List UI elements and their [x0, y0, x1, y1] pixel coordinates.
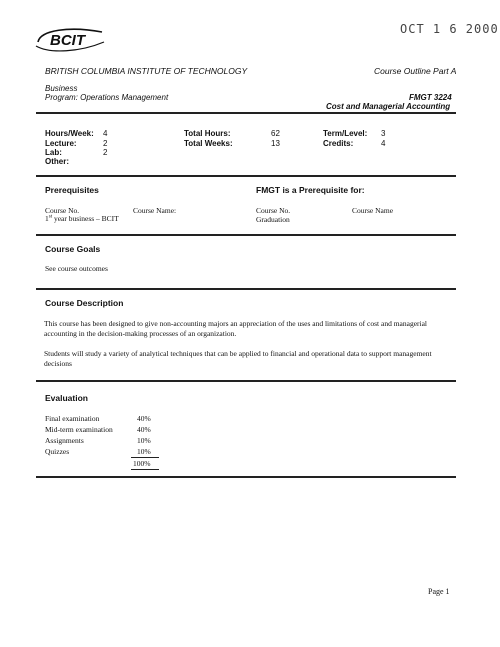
outline-part: Course Outline Part A — [374, 66, 457, 76]
evaluation-item-name: Assignments — [45, 436, 84, 445]
header-divider — [36, 112, 456, 114]
prereq-for-course-value: Graduation — [256, 215, 290, 224]
total-weeks-label: Total Weeks: — [184, 139, 233, 148]
prereq-course-value: 1st year business – BCIT — [45, 214, 119, 223]
course-code: FMGT 3224 — [409, 93, 452, 102]
term-level-label: Term/Level: — [323, 129, 368, 138]
course-title: Cost and Managerial Accounting — [326, 102, 451, 111]
lecture-label: Lecture: — [45, 139, 77, 148]
total-weeks-value: 13 — [271, 139, 280, 148]
goals-divider — [36, 288, 456, 290]
description-divider — [36, 380, 456, 382]
total-underline — [131, 457, 159, 458]
institution-name: BRITISH COLUMBIA INSTITUTE OF TECHNOLOGY — [45, 66, 248, 76]
prereq-course-name-header: Course Name: — [133, 206, 177, 215]
prereq-divider — [36, 234, 456, 236]
evaluation-divider — [36, 476, 456, 478]
lecture-value: 2 — [103, 139, 108, 148]
other-label: Other: — [45, 157, 69, 166]
prerequisites-title: Prerequisites — [45, 185, 99, 195]
description-paragraph: Students will study a variety of analytical techniques that can be applied to financial and operational data to support management decisions — [44, 349, 432, 368]
evaluation-item-percent: 40% — [137, 414, 151, 423]
hours-week-label: Hours/Week: — [45, 129, 94, 138]
course-goals-text: See course outcomes — [45, 264, 108, 273]
lab-value: 2 — [103, 148, 108, 157]
evaluation-title: Evaluation — [45, 393, 88, 403]
evaluation-item-percent: 10% — [137, 436, 151, 445]
credits-label: Credits: — [323, 139, 354, 148]
course-description-title: Course Description — [45, 298, 124, 308]
lab-label: Lab: — [45, 148, 62, 157]
prereq-course-no-header: Course No. — [45, 206, 80, 215]
evaluation-total: 100% — [133, 459, 151, 468]
evaluation-item-name: Final examination — [45, 414, 100, 423]
evaluation-item-name: Mid-term examination — [45, 425, 113, 434]
logo-text: BCIT — [50, 32, 85, 49]
evaluation-item-percent: 40% — [137, 425, 151, 434]
course-goals-title: Course Goals — [45, 244, 101, 254]
total-hours-label: Total Hours: — [184, 129, 231, 138]
bcit-logo — [30, 20, 110, 60]
prerequisite-for-title: FMGT is a Prerequisite for: — [256, 185, 365, 195]
school-name: Business — [45, 84, 78, 93]
program-name: Program: Operations Management — [45, 93, 169, 102]
page-number: Page 1 — [428, 587, 450, 596]
credits-value: 4 — [381, 139, 386, 148]
total-hours-value: 62 — [271, 129, 280, 138]
prereq-for-course-name-header: Course Name — [352, 206, 394, 215]
evaluation-item-percent: 10% — [137, 447, 151, 456]
prereq-for-course-no-header: Course No. — [256, 206, 291, 215]
total-double-underline — [131, 469, 159, 470]
term-level-value: 3 — [381, 129, 386, 138]
hours-week-value: 4 — [103, 129, 108, 138]
description-paragraph: This course has been designed to give non-accounting majors an appreciation of the uses and limitations of cost and managerial accounting in the decision-making processes of an organization. — [44, 319, 428, 338]
received-date-stamp: OCT 1 6 2000 — [400, 22, 499, 36]
hours-divider — [36, 175, 456, 177]
evaluation-item-name: Quizzes — [45, 447, 70, 456]
